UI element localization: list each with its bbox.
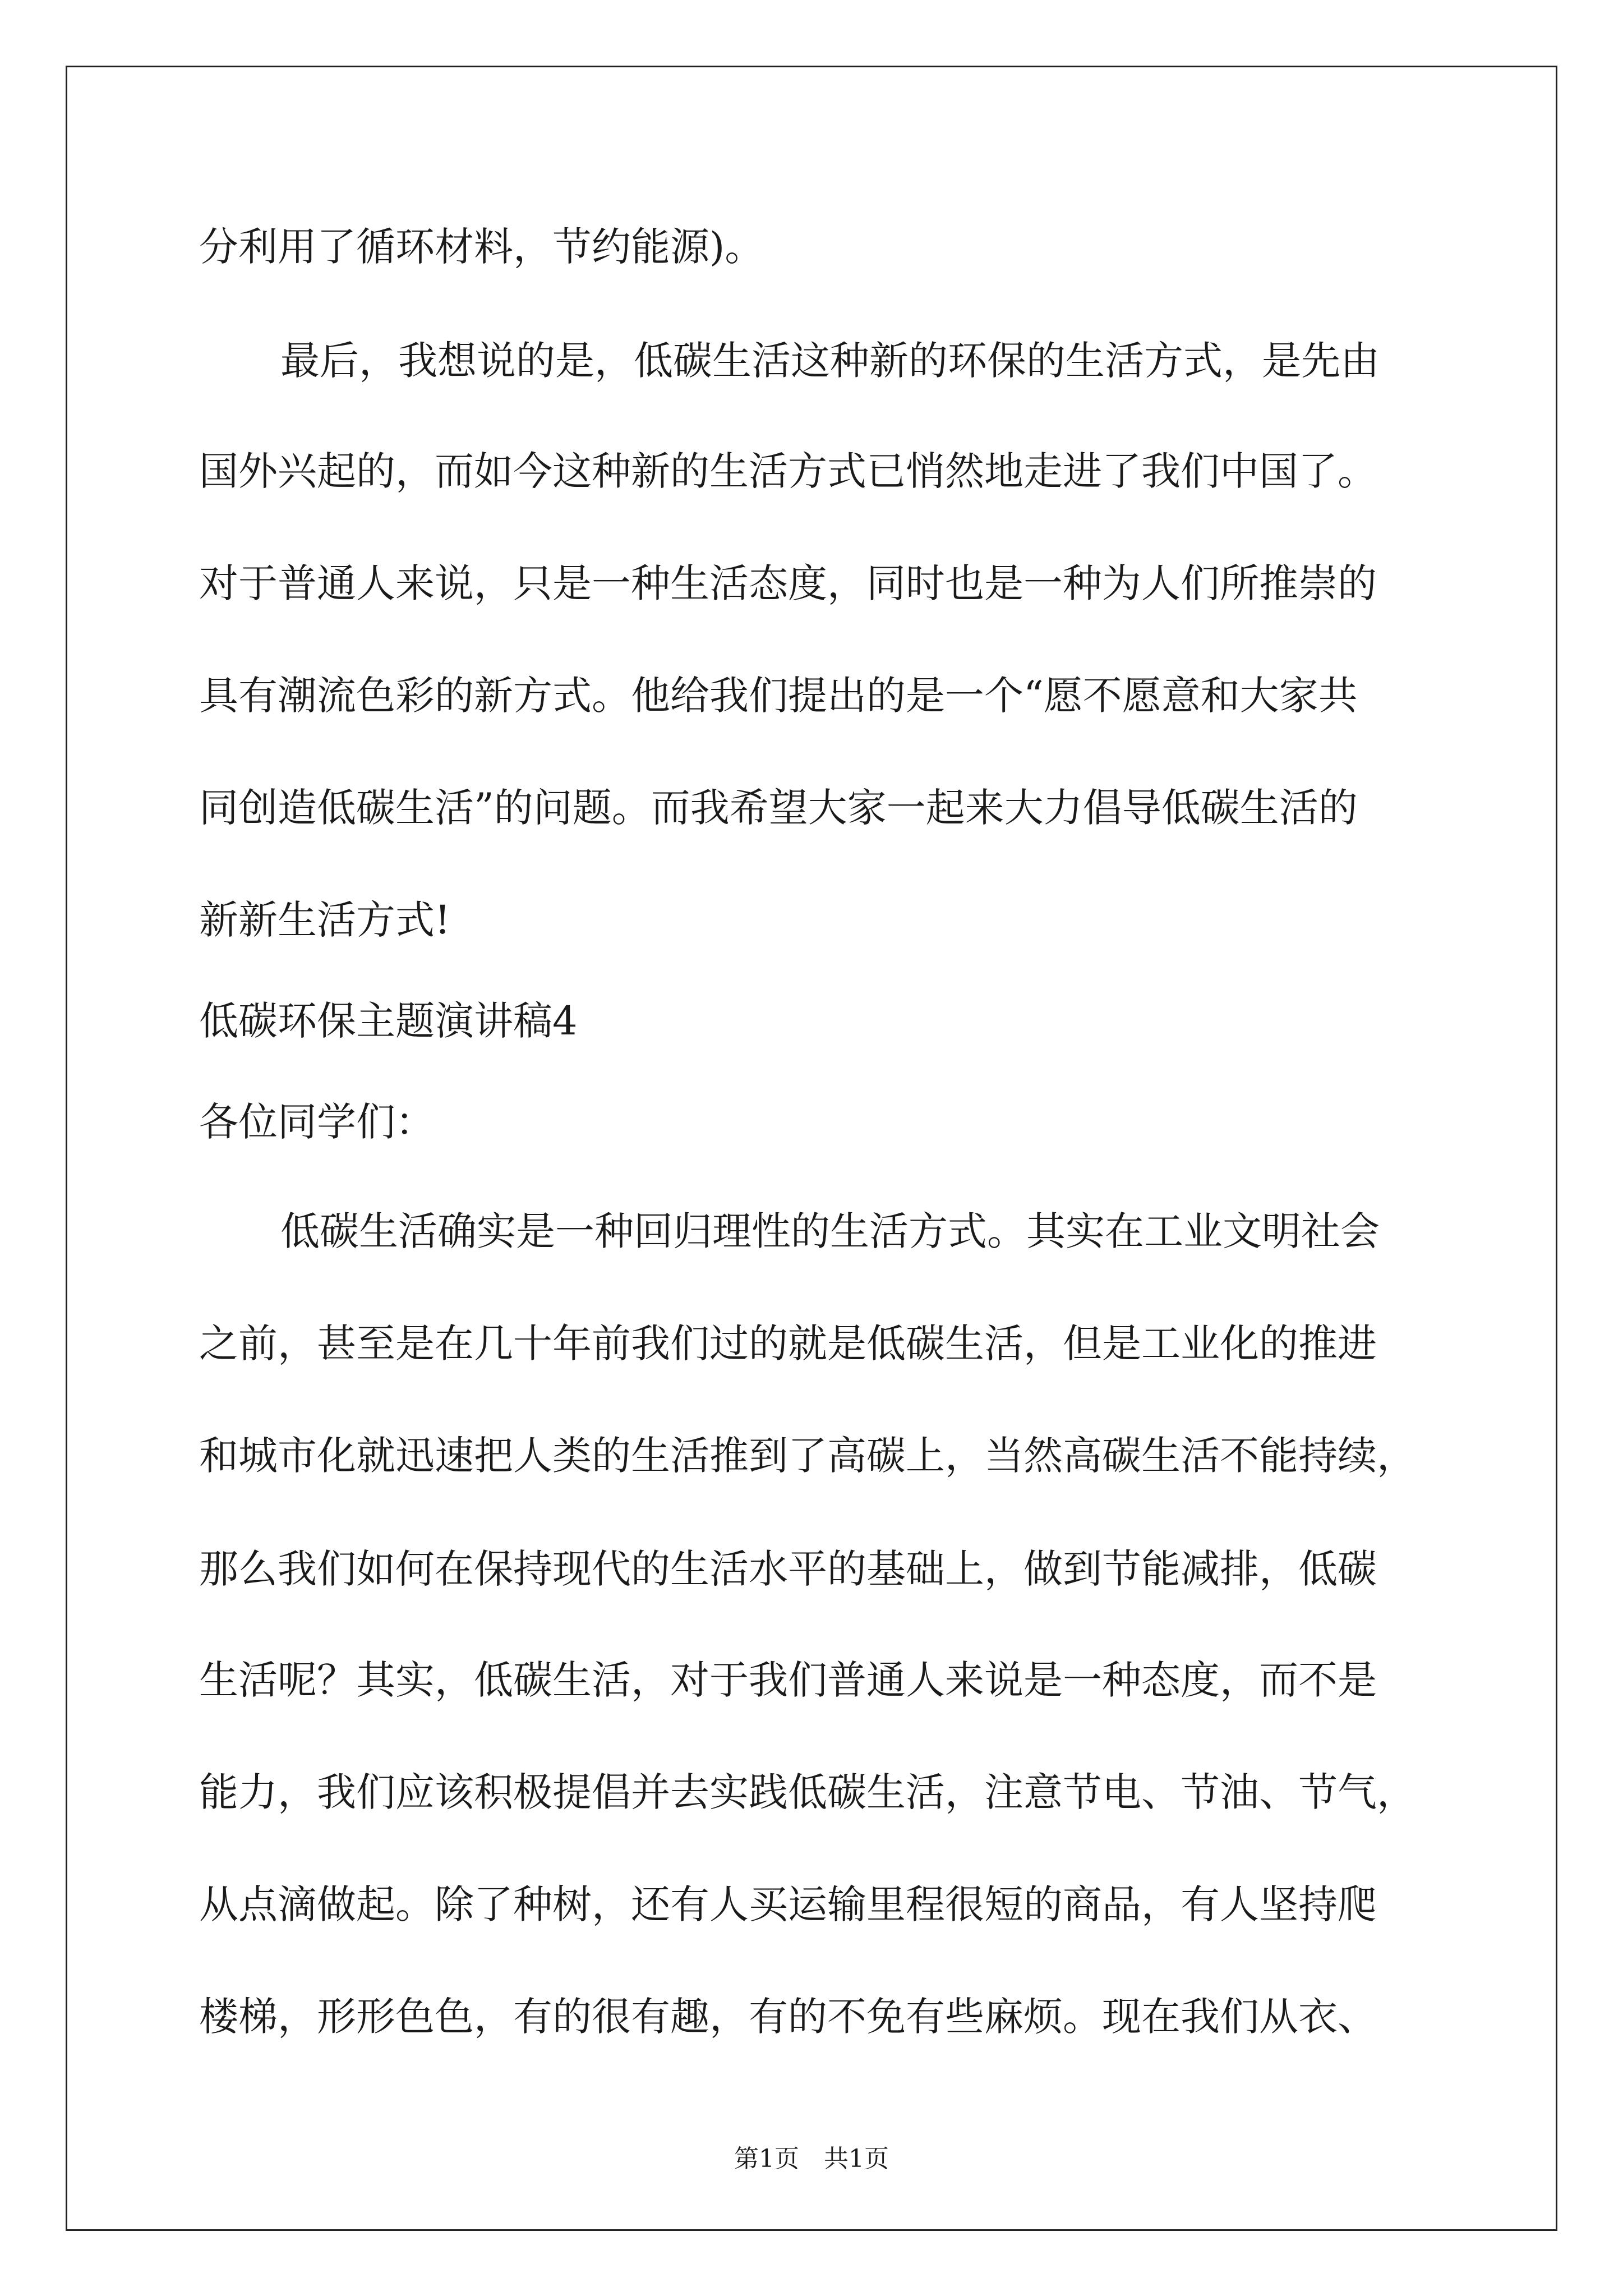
body-line: 最后，我想说的是，低碳生活这种新的环保的生活方式，是先由 (280, 338, 1380, 384)
body-line: 和城市化就迅速把人类的生活推到了高碳上，当然高碳生活不能持续， (199, 1433, 1416, 1479)
salutation: 各位同学们： (199, 1099, 435, 1145)
body-line: 新新生活方式! (199, 897, 451, 943)
section-heading: 低碳环保主题演讲稿4 (199, 998, 578, 1044)
body-line: 生活呢？其实，低碳生活，对于我们普通人来说是一种态度，而不是 (199, 1657, 1377, 1703)
body-line: 之前，甚至是在几十年前我们过的就是低碳生活，但是工业化的推进 (199, 1320, 1377, 1366)
body-line: 国外兴起的，而如今这种新的生活方式已悄然地走进了我们中国了。 (199, 448, 1377, 494)
body-line: 能力，我们应该积极提倡并去实践低碳生活，注意节电、节油、节气， (199, 1769, 1416, 1815)
body-line: 低碳生活确实是一种回归理性的生活方式。其实在工业文明社会 (280, 1208, 1380, 1254)
body-line: 从点滴做起。除了种树，还有人买运输里程很短的商品，有人坚持爬 (199, 1881, 1377, 1927)
body-line: 同创造低碳生活”的问题。而我希望大家一起来大力倡导低碳生活的 (199, 785, 1358, 831)
body-line: 那么我们如何在保持现代的生活水平的基础上，做到节能减排，低碳 (199, 1546, 1377, 1592)
page-number: 第1页 共1页 (734, 2145, 889, 2173)
body-line: 分利用了循环材料，节约能源)。 (199, 224, 764, 270)
body-line: 对于普通人来说，只是一种生活态度，同时也是一种为人们所推崇的 (199, 560, 1377, 606)
body-line: 具有潮流色彩的新方式。他给我们提出的是一个“愿不愿意和大家共 (199, 673, 1358, 719)
body-line: 楼梯，形形色色，有的很有趣，有的不免有些麻烦。现在我们从衣、 (199, 1994, 1377, 2040)
